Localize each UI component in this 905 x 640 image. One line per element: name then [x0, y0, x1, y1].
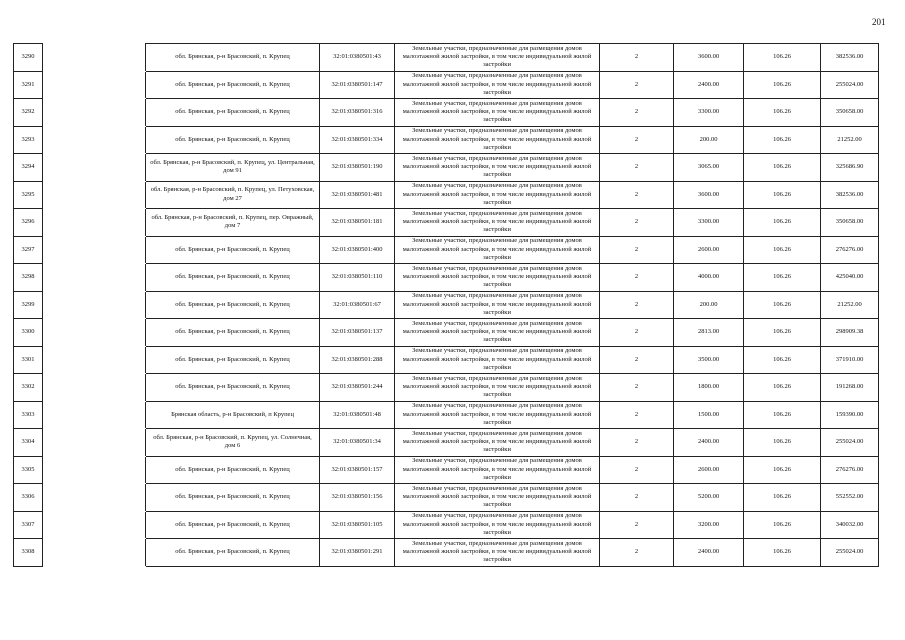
unit-price-cell: 106.26 — [744, 346, 821, 374]
cadastral-value-cell: 255024.00 — [821, 71, 879, 99]
category-cell: 2 — [600, 209, 674, 237]
address-cell: обл. Брянская, р-н Брасовский, п. Крупец — [146, 319, 320, 347]
area-cell: 3500.00 — [674, 346, 744, 374]
category-cell: 2 — [600, 71, 674, 99]
table-row — [14, 181, 879, 209]
empty-cell — [43, 236, 146, 264]
cadastral-number-cell: 32:01:0380501:156 — [320, 484, 395, 512]
land-use-cell: Земельные участки, предназначенные для размещения домов малоэтажной жилой застройки, в том числе индивидуальной жилой застройки — [395, 484, 600, 512]
empty-cell — [43, 346, 146, 374]
address-cell: обл. Брянская, р-н Брасовский, п. Крупец — [146, 44, 320, 72]
empty-cell — [43, 484, 146, 512]
land-use-cell: Земельные участки, предназначенные для размещения домов малоэтажной жилой застройки, в том числе индивидуальной жилой застройки — [395, 319, 600, 347]
area-cell: 5200.00 — [674, 484, 744, 512]
row-number: 3307 — [14, 511, 43, 539]
row-number: 3293 — [14, 126, 43, 154]
unit-price-cell: 106.26 — [744, 374, 821, 402]
unit-price-cell: 106.26 — [744, 44, 821, 72]
land-use-cell: Земельные участки, предназначенные для размещения домов малоэтажной жилой застройки, в том числе индивидуальной жилой застройки — [395, 401, 600, 429]
unit-price-cell: 106.26 — [744, 511, 821, 539]
row-number: 3300 — [14, 319, 43, 347]
empty-cell — [43, 374, 146, 402]
unit-price-cell: 106.26 — [744, 401, 821, 429]
category-cell: 2 — [600, 374, 674, 402]
empty-cell — [43, 511, 146, 539]
category-cell: 2 — [600, 484, 674, 512]
area-cell: 3300.00 — [674, 99, 744, 127]
table-row — [14, 264, 879, 292]
page-number: 201 — [872, 17, 886, 27]
category-cell: 2 — [600, 539, 674, 567]
cadastral-value-cell: 371910.00 — [821, 346, 879, 374]
area-cell: 2600.00 — [674, 456, 744, 484]
row-number: 3299 — [14, 291, 43, 319]
address-cell: обл. Брянская, р-н Брасовский, п. Крупец — [146, 346, 320, 374]
cadastral-value-cell: 298909.38 — [821, 319, 879, 347]
row-number: 3297 — [14, 236, 43, 264]
row-number: 3303 — [14, 401, 43, 429]
table-row — [14, 126, 879, 154]
cadastral-number-cell: 32:01:0380501:481 — [320, 181, 395, 209]
category-cell: 2 — [600, 291, 674, 319]
land-use-cell: Земельные участки, предназначенные для размещения домов малоэтажной жилой застройки, в том числе индивидуальной жилой застройки — [395, 99, 600, 127]
area-cell: 3600.00 — [674, 44, 744, 72]
table-row — [14, 154, 879, 182]
table-row — [14, 484, 879, 512]
unit-price-cell: 106.26 — [744, 71, 821, 99]
table-row — [14, 44, 879, 72]
cadastral-value-cell: 382536.00 — [821, 181, 879, 209]
table-row — [14, 429, 879, 457]
address-cell: обл. Брянская, р-н Брасовский, п. Крупец, ул. Петуховская, дом 27 — [146, 181, 320, 209]
table-row — [14, 401, 879, 429]
unit-price-cell: 106.26 — [744, 99, 821, 127]
cadastral-value-cell: 255024.00 — [821, 429, 879, 457]
cadastral-number-cell: 32:01:0380501:48 — [320, 401, 395, 429]
cadastral-value-cell: 21252.00 — [821, 126, 879, 154]
row-number: 3290 — [14, 44, 43, 72]
empty-cell — [43, 154, 146, 182]
cadastral-number-cell: 32:01:0380501:157 — [320, 456, 395, 484]
land-use-cell: Земельные участки, предназначенные для размещения домов малоэтажной жилой застройки, в том числе индивидуальной жилой застройки — [395, 346, 600, 374]
category-cell: 2 — [600, 456, 674, 484]
cadastral-value-cell: 425040.00 — [821, 264, 879, 292]
cadastral-value-cell: 191268.00 — [821, 374, 879, 402]
address-cell: обл. Брянская, р-н Брасовский, п. Крупец — [146, 291, 320, 319]
land-use-cell: Земельные участки, предназначенные для размещения домов малоэтажной жилой застройки, в том числе индивидуальной жилой застройки — [395, 264, 600, 292]
table-row — [14, 291, 879, 319]
empty-cell — [43, 401, 146, 429]
category-cell: 2 — [600, 154, 674, 182]
table-row — [14, 319, 879, 347]
table-row — [14, 539, 879, 567]
empty-cell — [43, 44, 146, 72]
land-use-cell: Земельные участки, предназначенные для размещения домов малоэтажной жилой застройки, в том числе индивидуальной жилой застройки — [395, 456, 600, 484]
cadastral-number-cell: 32:01:0380501:105 — [320, 511, 395, 539]
category-cell: 2 — [600, 346, 674, 374]
area-cell: 200.00 — [674, 291, 744, 319]
row-number: 3291 — [14, 71, 43, 99]
empty-cell — [43, 209, 146, 237]
area-cell: 2400.00 — [674, 71, 744, 99]
table-row — [14, 346, 879, 374]
address-cell: обл. Брянская, р-н Брасовский, п. Крупец — [146, 456, 320, 484]
cadastral-value-cell: 552552.00 — [821, 484, 879, 512]
table-row — [14, 236, 879, 264]
cadastral-value-cell: 159390.00 — [821, 401, 879, 429]
category-cell: 2 — [600, 44, 674, 72]
row-number: 3292 — [14, 99, 43, 127]
unit-price-cell: 106.26 — [744, 456, 821, 484]
table-body — [14, 44, 879, 567]
empty-cell — [43, 264, 146, 292]
table-row — [14, 511, 879, 539]
cadastral-number-cell: 32:01:0380501:34 — [320, 429, 395, 457]
land-use-cell: Земельные участки, предназначенные для размещения домов малоэтажной жилой застройки, в том числе индивидуальной жилой застройки — [395, 374, 600, 402]
cadastral-value-cell: 21252.00 — [821, 291, 879, 319]
unit-price-cell: 106.26 — [744, 209, 821, 237]
cadastral-number-cell: 32:01:0380501:67 — [320, 291, 395, 319]
cadastral-number-cell: 32:01:0380501:181 — [320, 209, 395, 237]
row-number: 3302 — [14, 374, 43, 402]
land-use-cell: Земельные участки, предназначенные для размещения домов малоэтажной жилой застройки, в том числе индивидуальной жилой застройки — [395, 154, 600, 182]
area-cell: 1500.00 — [674, 401, 744, 429]
address-cell: обл. Брянская, р-н Брасовский, п. Крупец — [146, 511, 320, 539]
cadastral-number-cell: 32:01:0380501:334 — [320, 126, 395, 154]
cadastral-value-cell: 276276.00 — [821, 456, 879, 484]
cadastral-number-cell: 32:01:0380501:190 — [320, 154, 395, 182]
unit-price-cell: 106.26 — [744, 319, 821, 347]
table-row — [14, 209, 879, 237]
unit-price-cell: 106.26 — [744, 126, 821, 154]
unit-price-cell: 106.26 — [744, 291, 821, 319]
area-cell: 2400.00 — [674, 539, 744, 567]
cadastral-number-cell: 32:01:0380501:110 — [320, 264, 395, 292]
cadastral-number-cell: 32:01:0380501:137 — [320, 319, 395, 347]
land-use-cell: Земельные участки, предназначенные для размещения домов малоэтажной жилой застройки, в том числе индивидуальной жилой застройки — [395, 429, 600, 457]
table-row — [14, 374, 879, 402]
row-number: 3296 — [14, 209, 43, 237]
empty-cell — [43, 429, 146, 457]
address-cell: обл. Брянская, р-н Брасовский, п. Крупец — [146, 264, 320, 292]
empty-cell — [43, 126, 146, 154]
row-number: 3294 — [14, 154, 43, 182]
address-cell: Брянская область, р-н Брасовский, п Крупец — [146, 401, 320, 429]
unit-price-cell: 106.26 — [744, 154, 821, 182]
category-cell: 2 — [600, 511, 674, 539]
land-use-cell: Земельные участки, предназначенные для размещения домов малоэтажной жилой застройки, в том числе индивидуальной жилой застройки — [395, 126, 600, 154]
address-cell: обл. Брянская, р-н Брасовский, п. Крупец — [146, 71, 320, 99]
empty-cell — [43, 99, 146, 127]
cadastral-number-cell: 32:01:0380501:400 — [320, 236, 395, 264]
area-cell: 200.00 — [674, 126, 744, 154]
unit-price-cell: 106.26 — [744, 236, 821, 264]
cadastral-value-cell: 382536.00 — [821, 44, 879, 72]
address-cell: обл. Брянская, р-н Брасовский, п. Крупец — [146, 99, 320, 127]
land-use-cell: Земельные участки, предназначенные для размещения домов малоэтажной жилой застройки, в том числе индивидуальной жилой застройки — [395, 181, 600, 209]
empty-cell — [43, 291, 146, 319]
table-row — [14, 71, 879, 99]
category-cell: 2 — [600, 264, 674, 292]
empty-cell — [43, 539, 146, 567]
area-cell: 3200.00 — [674, 511, 744, 539]
empty-cell — [43, 181, 146, 209]
area-cell: 3600.00 — [674, 181, 744, 209]
area-cell: 3065.00 — [674, 154, 744, 182]
area-cell: 1800.00 — [674, 374, 744, 402]
cadastral-number-cell: 32:01:0380501:316 — [320, 99, 395, 127]
land-use-cell: Земельные участки, предназначенные для размещения домов малоэтажной жилой застройки, в том числе индивидуальной жилой застройки — [395, 44, 600, 72]
category-cell: 2 — [600, 126, 674, 154]
address-cell: обл. Брянская, р-н Брасовский, п. Крупец — [146, 236, 320, 264]
area-cell: 3300.00 — [674, 209, 744, 237]
address-cell: обл. Брянская, р-н Брасовский, п. Крупец, пер. Овражный, дом 7 — [146, 209, 320, 237]
table-row — [14, 456, 879, 484]
address-cell: обл. Брянская, р-н Брасовский, п. Крупец — [146, 484, 320, 512]
address-cell: обл. Брянская, р-н Брасовский, п. Крупец — [146, 374, 320, 402]
category-cell: 2 — [600, 181, 674, 209]
cadastral-value-cell: 340032.00 — [821, 511, 879, 539]
unit-price-cell: 106.26 — [744, 181, 821, 209]
category-cell: 2 — [600, 319, 674, 347]
cadastral-number-cell: 32:01:0380501:288 — [320, 346, 395, 374]
category-cell: 2 — [600, 236, 674, 264]
land-register-table — [13, 43, 879, 567]
address-cell: обл. Брянская, р-н Брасовский, п. Крупец — [146, 126, 320, 154]
unit-price-cell: 106.26 — [744, 264, 821, 292]
row-number: 3304 — [14, 429, 43, 457]
area-cell: 2813.00 — [674, 319, 744, 347]
row-number: 3298 — [14, 264, 43, 292]
cadastral-number-cell: 32:01:0380501:291 — [320, 539, 395, 567]
land-use-cell: Земельные участки, предназначенные для размещения домов малоэтажной жилой застройки, в том числе индивидуальной жилой застройки — [395, 511, 600, 539]
row-number: 3306 — [14, 484, 43, 512]
unit-price-cell: 106.26 — [744, 429, 821, 457]
row-number: 3301 — [14, 346, 43, 374]
unit-price-cell: 106.26 — [744, 539, 821, 567]
row-number: 3295 — [14, 181, 43, 209]
cadastral-number-cell: 32:01:0380501:43 — [320, 44, 395, 72]
address-cell: обл. Брянская, р-н Брасовский, п. Крупец, ул. Центральная, дом 91 — [146, 154, 320, 182]
land-use-cell: Земельные участки, предназначенные для размещения домов малоэтажной жилой застройки, в том числе индивидуальной жилой застройки — [395, 71, 600, 99]
land-use-cell: Земельные участки, предназначенные для размещения домов малоэтажной жилой застройки, в том числе индивидуальной жилой застройки — [395, 291, 600, 319]
address-cell: обл. Брянская, р-н Брасовский, п. Крупец, ул. Солнечная, дом 6 — [146, 429, 320, 457]
empty-cell — [43, 319, 146, 347]
cadastral-value-cell: 350658.00 — [821, 209, 879, 237]
land-use-cell: Земельные участки, предназначенные для размещения домов малоэтажной жилой застройки, в том числе индивидуальной жилой застройки — [395, 236, 600, 264]
land-use-cell: Земельные участки, предназначенные для размещения домов малоэтажной жилой застройки, в том числе индивидуальной жилой застройки — [395, 539, 600, 567]
empty-cell — [43, 456, 146, 484]
cadastral-number-cell: 32:01:0380501:244 — [320, 374, 395, 402]
area-cell: 2400.00 — [674, 429, 744, 457]
empty-cell — [43, 71, 146, 99]
row-number: 3308 — [14, 539, 43, 567]
address-cell: обл. Брянская, р-н Брасовский, п. Крупец — [146, 539, 320, 567]
land-use-cell: Земельные участки, предназначенные для размещения домов малоэтажной жилой застройки, в том числе индивидуальной жилой застройки — [395, 209, 600, 237]
category-cell: 2 — [600, 429, 674, 457]
cadastral-value-cell: 255024.00 — [821, 539, 879, 567]
category-cell: 2 — [600, 99, 674, 127]
cadastral-value-cell: 325686.90 — [821, 154, 879, 182]
table-row — [14, 99, 879, 127]
unit-price-cell: 106.26 — [744, 484, 821, 512]
cadastral-value-cell: 276276.00 — [821, 236, 879, 264]
area-cell: 2600.00 — [674, 236, 744, 264]
area-cell: 4000.00 — [674, 264, 744, 292]
row-number: 3305 — [14, 456, 43, 484]
category-cell: 2 — [600, 401, 674, 429]
cadastral-number-cell: 32:01:0380501:147 — [320, 71, 395, 99]
cadastral-value-cell: 350658.00 — [821, 99, 879, 127]
